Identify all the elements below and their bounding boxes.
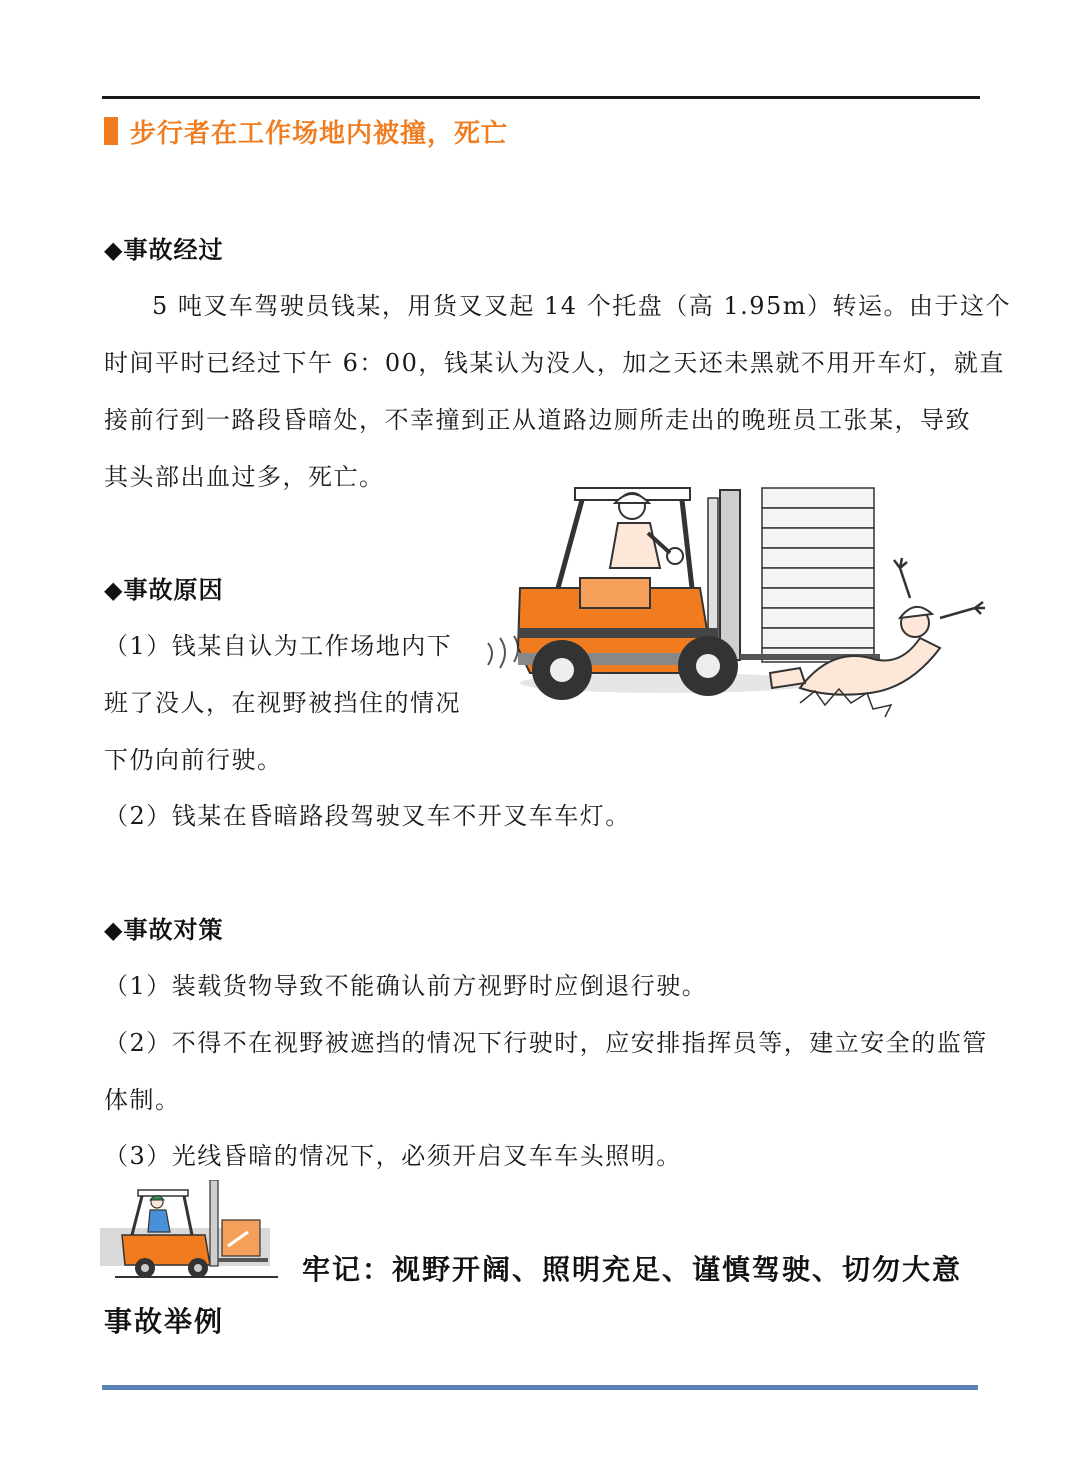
measures-line-1: （1）装载货物导致不能确认前方视野时应倒退行驶。 (104, 972, 708, 1000)
forklift-small-illustration (100, 1180, 280, 1280)
heading-process: ◆事故经过 (104, 236, 224, 264)
measures-line-3: 体制。 (104, 1086, 181, 1114)
heading-measures: ◆事故对策 (104, 916, 224, 944)
example-label: 事故举例 (104, 1305, 225, 1338)
measures-line-2: （2）不得不在视野被遮挡的情况下行驶时，应安排指挥员等，建立安全的监管 (104, 1029, 988, 1057)
process-line-1: 5 吨叉车驾驶员钱某，用货叉叉起 14 个托盘（高 1.95m）转运。由于这个 (152, 292, 1012, 320)
cause-line-4: （2）钱某在昏暗路段驾驶叉车不开叉车车灯。 (104, 802, 631, 830)
title-marker-bar (104, 117, 118, 145)
heading-cause: ◆事故原因 (104, 576, 224, 604)
cause-line-3: 下仍向前行驶。 (104, 746, 283, 774)
process-line-3: 接前行到一路段昏暗处，不幸撞到正从道路边厕所走出的晚班员工张某，导致 (104, 406, 971, 434)
cause-line-2: 班了没人，在视野被挡住的情况 (104, 689, 461, 717)
safety-slogan: 牢记：视野开阔、照明充足、谨慎驾驶、切勿大意 (302, 1253, 963, 1286)
top-rule (102, 96, 980, 99)
section-title (104, 113, 508, 149)
measures-line-4: （3）光线昏暗的情况下，必须开启叉车车头照明。 (104, 1142, 682, 1170)
section-title-text: 步行者在工作场地内被撞，死亡 (130, 118, 509, 149)
cause-line-1: （1）钱某自认为工作场地内下 (104, 632, 453, 660)
bottom-rule (102, 1385, 978, 1390)
process-line-2: 时间平时已经过下午 6：00，钱某认为没人，加之天还未黑就不用开车灯，就直 (104, 349, 1005, 377)
process-line-4: 其头部出血过多，死亡。 (104, 463, 385, 491)
forklift-accident-illustration (470, 478, 990, 728)
